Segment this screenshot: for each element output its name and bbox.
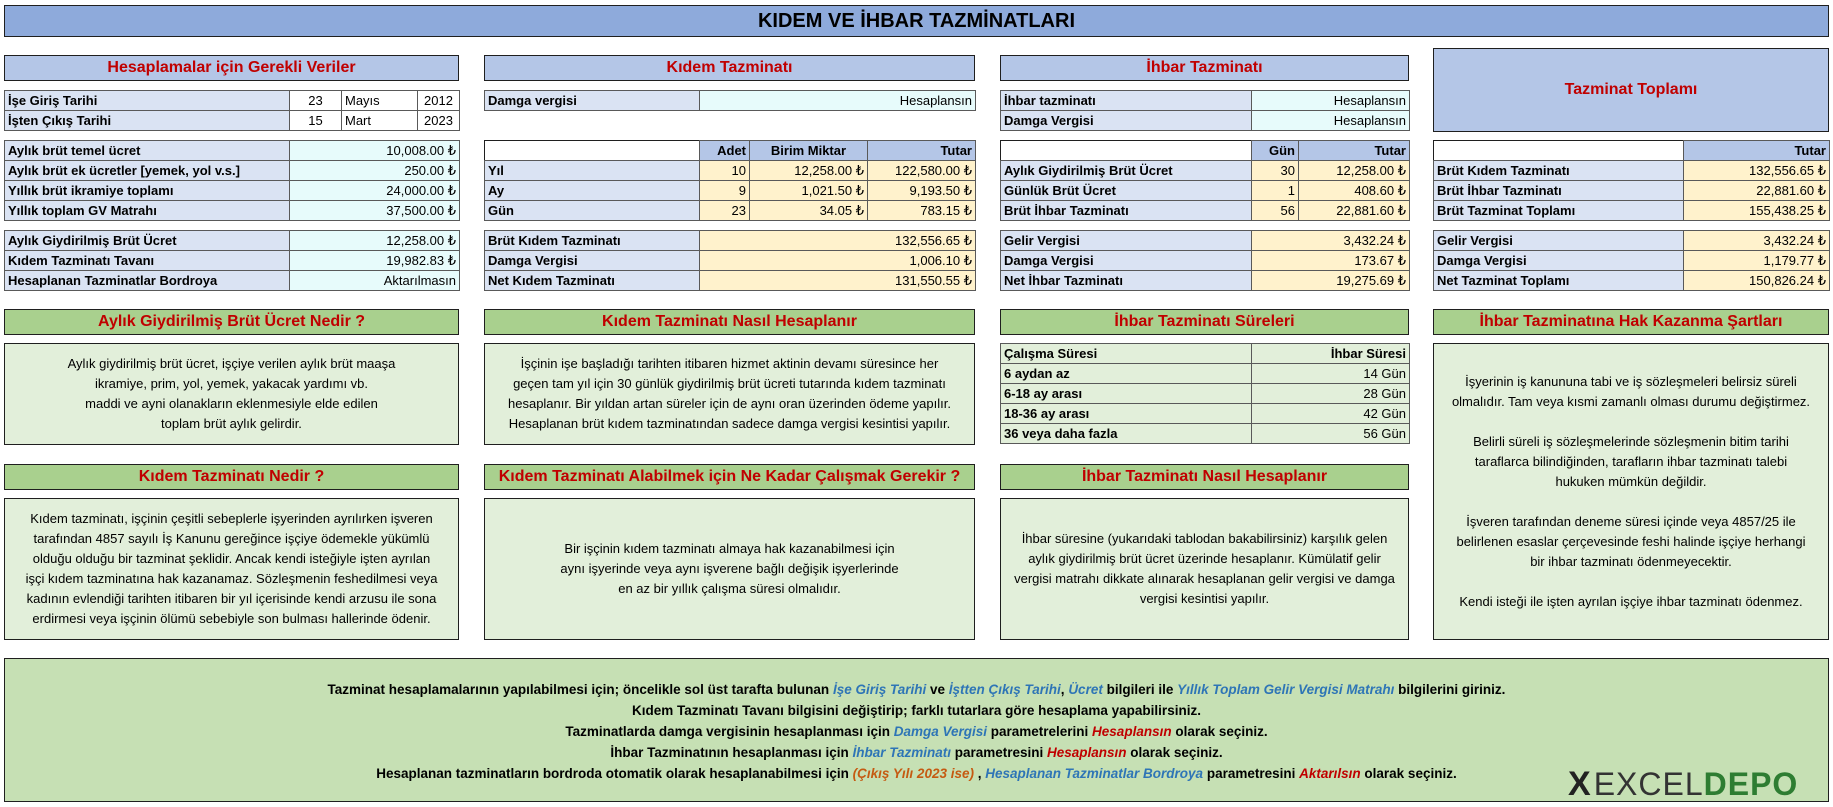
kidem-header: Kıdem Tazminatı <box>484 55 975 81</box>
giydirilmis-box <box>4 343 459 445</box>
instruction-text: parametresini <box>950 745 1048 760</box>
instruction-line-2: Kıdem Tazminatı Tavanı bilgisini değiştirip; farklı tutarlara göre hesaplama yapabilirsiniz. <box>632 703 1201 718</box>
page-title: KIDEM VE İHBAR TAZMİNATLARI <box>4 5 1829 37</box>
kidem-row-count: 10 <box>700 161 750 181</box>
extra-wage-value[interactable]: 250.00 ₺ <box>290 161 460 181</box>
periods-col-range: Çalışma Süresi <box>1001 344 1252 364</box>
ihbar-summary-table <box>1000 230 1410 291</box>
exceldepo-logo <box>1568 764 1828 803</box>
dates-table <box>4 90 460 131</box>
ihbar-header: İhbar Tazminatı <box>1000 55 1409 81</box>
instruction-text: Tazminatlarda damga vergisinin hesaplanması için <box>565 724 894 739</box>
kidem-row-total: 122,580.00 ₺ <box>868 161 976 181</box>
ihbar-periods-title: İhbar Tazminatı Süreleri <box>1000 309 1409 335</box>
instruction-ref: İştten Çıkış Tarihi <box>948 682 1061 697</box>
totals-row-value: 22,881.60 ₺ <box>1684 181 1830 201</box>
info-line: Aylık giydirilmiş brüt ücret, işçiye verilen aylık brüt maaşa <box>67 356 396 371</box>
kidem-row-unit: 12,258.00 ₺ <box>750 161 868 181</box>
totals-net-label: Net Tazminat Toplamı <box>1434 271 1684 291</box>
totals-stamp-tax-value: 1,179.77 ₺ <box>1684 251 1830 271</box>
info-line: İşçinin işe başladığı tarihten itibaren hizmet aktinin devamı süresince her <box>520 356 939 371</box>
instruction-ref: Yıllık Toplam Gelir Vergisi Matrahı <box>1177 682 1395 697</box>
instructions-footer <box>4 658 1829 802</box>
instruction-ref: İşe Giriş Tarihi <box>832 682 927 697</box>
instruction-text: Tazminat hesaplamalarının yapılabilmesi için; öncelikle sol üst tarafta bulunan <box>327 682 833 697</box>
instruction-text: bilgilerini giriniz. <box>1394 682 1506 697</box>
ceiling-label: Kıdem Tazminatı Tavanı <box>5 251 290 271</box>
totals-row-value: 132,556.65 ₺ <box>1684 161 1830 181</box>
ihbar-row-label: Günlük Brüt Ücret <box>1001 181 1252 201</box>
instruction-line-5 <box>5 763 1828 784</box>
instruction-line-4 <box>5 742 1828 763</box>
instruction-text: , <box>973 766 986 781</box>
gv-base-value[interactable]: 37,500.00 ₺ <box>290 201 460 221</box>
logo-excel: EXCEL <box>1593 765 1704 802</box>
info-line: olduğu olduğu bir tazminat şeklidir. Ancak kendi isteğiyle işten ayrılan <box>32 551 431 566</box>
gv-base-label: Yıllık toplam GV Matrahı <box>5 201 290 221</box>
instruction-line-3 <box>5 721 1828 742</box>
end-day-cell[interactable]: 15 <box>290 111 342 131</box>
info-line: işçi kıdem tazminatına hak kazanamaz. Sözleşmenin feshedilmesi veya <box>25 571 438 586</box>
kidem-stamp-tax-label: Damga Vergisi <box>485 251 700 271</box>
ihbar-net-value: 19,275.69 ₺ <box>1252 271 1410 291</box>
instruction-value: Hesaplansın <box>1092 724 1172 739</box>
logo-x-icon: X <box>1568 764 1592 803</box>
kidem-row-label: Gün <box>485 201 700 221</box>
instruction-ref: İhbar Tazminatı <box>852 745 951 760</box>
instruction-text: parametresini <box>1203 766 1300 781</box>
bonus-label: Yıllık brüt ikramiye toplamı <box>5 181 290 201</box>
info-line: İşyerinin iş kanununa tabi ve iş sözleşmeleri belirsiz süreli <box>1465 373 1797 389</box>
kidem-calc-title: Kıdem Tazminatı Nasıl Hesaplanır <box>484 309 975 335</box>
instruction-value: Aktarılsın <box>1299 766 1361 781</box>
info-line: vergisi matrahı dikkate alınarak hesaplanan gelir vergisi ve damga <box>1014 571 1395 586</box>
ihbar-net-label: Net İhbar Tazminatı <box>1001 271 1252 291</box>
start-year-cell[interactable]: 2012 <box>418 91 460 111</box>
totals-row-label: Brüt İhbar Tazminatı <box>1434 181 1684 201</box>
payroll-label: Hesaplanan Tazminatlar Bordroya <box>5 271 290 291</box>
kidem-stamp-tax-value: 1,006.10 ₺ <box>700 251 976 271</box>
ihbar-param-label: İhbar tazminatı <box>1001 91 1252 111</box>
ihbar-periods-table <box>1000 343 1410 444</box>
ihbar-row-days: 56 <box>1252 201 1299 221</box>
info-line: aynı işyerinde veya aynı işverene bağlı değişik işyerlerinde <box>560 561 899 576</box>
instruction-text: olarak seçiniz. <box>1360 766 1457 781</box>
kidem-col-unit: Birim Miktar <box>750 141 868 161</box>
ihbar-stamp-select[interactable]: Hesaplansın <box>1252 111 1410 131</box>
period-range: 18-36 ay arası <box>1001 404 1252 424</box>
gross-wage-value: 12,258.00 ₺ <box>290 231 460 251</box>
ihbar-stamp-tax-value: 173.67 ₺ <box>1252 251 1410 271</box>
ihbar-row-days: 30 <box>1252 161 1299 181</box>
ihbar-col-total: Tutar <box>1299 141 1410 161</box>
kidem-row-label: Ay <box>485 181 700 201</box>
ihbar-stamp-label: Damga Vergisi <box>1001 111 1252 131</box>
info-line: Bir işçinin kıdem tazminatı almaya hak kazanabilmesi için <box>564 541 895 556</box>
kidem-what-title: Kıdem Tazminatı Nedir ? <box>4 464 459 490</box>
ihbar-calc-title: İhbar Tazminatı Nasıl Hesaplanır <box>1000 464 1409 490</box>
ihbar-income-tax-label: Gelir Vergisi <box>1001 231 1252 251</box>
totals-row-label: Brüt Kıdem Tazminatı <box>1434 161 1684 181</box>
instruction-text: Hesaplanan tazminatların bordroda otomatik olarak hesaplanabilmesi için <box>376 766 853 781</box>
instruction-text: ve <box>926 682 949 697</box>
instruction-line-1 <box>5 679 1828 700</box>
totals-stamp-tax-label: Damga Vergisi <box>1434 251 1684 271</box>
periods-col-notice: İhbar Süresi <box>1252 344 1410 364</box>
ihbar-rights-title: İhbar Tazminatına Hak Kazanma Şartları <box>1433 309 1829 335</box>
info-line: maddi ve ayni olanakların eklenmesiyle elde edilen <box>85 396 378 411</box>
ihbar-param-select[interactable]: Hesaplansın <box>1252 91 1410 111</box>
ihbar-stamp-tax-label: Damga Vergisi <box>1001 251 1252 271</box>
ihbar-calc-box <box>1000 498 1409 640</box>
end-date-label: İşten Çıkış Tarihi <box>5 111 290 131</box>
totals-income-tax-label: Gelir Vergisi <box>1434 231 1684 251</box>
instruction-text: İhbar Tazminatının hesaplanması için <box>610 745 853 760</box>
info-line: vergisi kesintisi yapılır. <box>1139 591 1270 606</box>
giydirilmis-title: Aylık Giydirilmiş Brüt Ücret Nedir ? <box>4 309 459 335</box>
totals-header: Tazminat Toplamı <box>1433 48 1829 132</box>
period-range: 36 veya daha fazla <box>1001 424 1252 444</box>
ihbar-income-tax-value: 3,432.24 ₺ <box>1252 231 1410 251</box>
kidem-gross-value: 132,556.65 ₺ <box>700 231 976 251</box>
info-line: İşveren tarafından deneme süresi içinde veya 4857/25 ile <box>1466 513 1796 529</box>
extra-wage-label: Aylık brüt ek ücretler [yemek, yol v.s.] <box>5 161 290 181</box>
kidem-stamp-label: Damga vergisi <box>485 91 700 111</box>
period-notice: 42 Gün <box>1252 404 1410 424</box>
instruction-text: bilgileri ile <box>1102 682 1178 697</box>
kidem-stamp-select[interactable]: Hesaplansın <box>700 91 976 111</box>
info-line: en az bir yıllık çalışma süresi olmalıdır. <box>618 581 841 596</box>
ihbar-corner <box>1001 141 1252 161</box>
start-date-label: İşe Giriş Tarihi <box>5 91 290 111</box>
ihbar-row-total: 408.60 ₺ <box>1299 181 1410 201</box>
info-line: Hesaplanan brüt kıdem tazminatından sadece damga vergisi kesintisi yapılır. <box>508 416 951 431</box>
ihbar-row-total: 22,881.60 ₺ <box>1299 201 1410 221</box>
kidem-row-count: 23 <box>700 201 750 221</box>
totals-row-value: 155,438.25 ₺ <box>1684 201 1830 221</box>
ihbar-row-total: 12,258.00 ₺ <box>1299 161 1410 181</box>
ihbar-row-label: Brüt İhbar Tazminatı <box>1001 201 1252 221</box>
ihbar-rights-box <box>1433 343 1829 640</box>
instruction-ref: Hesaplanan Tazminatlar Bordroya <box>985 766 1204 781</box>
period-notice: 56 Gün <box>1252 424 1410 444</box>
kidem-param-table <box>484 90 976 111</box>
info-line: ikramiye, prim, yol, yemek, yakacak yardımı vb. <box>94 376 369 391</box>
gross-wage-label: Aylık Giydirilmiş Brüt Ücret <box>5 231 290 251</box>
end-month-cell[interactable]: Mart <box>342 111 418 131</box>
kidem-row-count: 9 <box>700 181 750 201</box>
end-year-cell[interactable]: 2023 <box>418 111 460 131</box>
totals-row-label: Brüt Tazminat Toplamı <box>1434 201 1684 221</box>
info-line: aylık giydirilmiş brüt ücret üzerinde hesaplanır. Kümülatif gelir <box>1028 551 1381 566</box>
kidem-what-box <box>4 498 459 640</box>
info-line: Kendi isteği ile işten ayrılan işçiye ihbar tazminatı ödenmez. <box>1459 593 1803 609</box>
info-line: bir ihbar tazminatı ödenmeyecektir. <box>1530 553 1732 569</box>
instruction-text: parametrelerini <box>987 724 1093 739</box>
instruction-text: , <box>1060 682 1069 697</box>
instruction-value: Hesaplansın <box>1047 745 1127 760</box>
info-line: hukuken mümkün değildir. <box>1555 473 1707 489</box>
info-line: tarafından 4857 sayılı İş Kanunu gereğince işçiye ödemekle yükümlü <box>33 531 430 546</box>
kidem-row-total: 9,193.50 ₺ <box>868 181 976 201</box>
kidem-req-box <box>484 498 975 640</box>
ihbar-row-days: 1 <box>1252 181 1299 201</box>
info-line: Belirli süreli iş sözleşmelerinde sözleşmenin bitim tarihi <box>1473 433 1789 449</box>
ihbar-calc-table <box>1000 140 1410 221</box>
totals-col-total: Tutar <box>1684 141 1830 161</box>
kidem-gross-label: Brüt Kıdem Tazminatı <box>485 231 700 251</box>
ihbar-row-label: Aylık Giydirilmiş Brüt Ücret <box>1001 161 1252 181</box>
instruction-note: (Çıkış Yılı 2023 ise) <box>852 766 974 781</box>
info-line: taraflarca bilindiğinden, tarafların ihbar tazminatı talebi <box>1474 453 1788 469</box>
instruction-text: olarak seçiniz. <box>1171 724 1268 739</box>
kidem-net-value: 131,550.55 ₺ <box>700 271 976 291</box>
kidem-row-unit: 1,021.50 ₺ <box>750 181 868 201</box>
totals-summary-table <box>1433 230 1830 291</box>
instruction-text: olarak seçiniz. <box>1126 745 1223 760</box>
kidem-calc-table <box>484 140 976 221</box>
wage-value[interactable]: 10,008.00 ₺ <box>290 141 460 161</box>
totals-income-tax-value: 3,432.24 ₺ <box>1684 231 1830 251</box>
period-notice: 28 Gün <box>1252 384 1410 404</box>
info-line: olmalıdır. Tam veya kısmi zamanlı olması durumu değiştirmez. <box>1451 393 1811 409</box>
period-notice: 14 Gün <box>1252 364 1410 384</box>
kidem-row-unit: 34.05 ₺ <box>750 201 868 221</box>
kidem-req-title: Kıdem Tazminatı Alabilmek için Ne Kadar Çalışmak Gerekir ? <box>484 464 975 490</box>
kidem-row-total: 783.15 ₺ <box>868 201 976 221</box>
kidem-corner <box>485 141 700 161</box>
info-line: toplam brüt aylık gelirdir. <box>161 416 302 431</box>
kidem-net-label: Net Kıdem Tazminatı <box>485 271 700 291</box>
info-line: belirlenen esaslar çerçevesinde feshi halinde işçiye herhangi <box>1456 533 1806 549</box>
bonus-value[interactable]: 24,000.00 ₺ <box>290 181 460 201</box>
kidem-col-count: Adet <box>700 141 750 161</box>
wage-label: Aylık brüt temel ücret <box>5 141 290 161</box>
kidem-row-label: Yıl <box>485 161 700 181</box>
ihbar-col-days: Gün <box>1252 141 1299 161</box>
totals-corner <box>1434 141 1684 161</box>
ceiling-value[interactable]: 19,982.83 ₺ <box>290 251 460 271</box>
derived-table <box>4 230 460 291</box>
info-line: erdirmesi veya işçinin ölümü sebebiyle son bulması hallerinde ödenir. <box>32 611 431 626</box>
start-day-cell[interactable]: 23 <box>290 91 342 111</box>
period-range: 6 aydan az <box>1001 364 1252 384</box>
info-line: İhbar süresine (yukarıdaki tablodan bakabilirsiniz) karşılık gelen <box>1021 531 1388 546</box>
payroll-select[interactable]: Aktarılmasın <box>290 271 460 291</box>
info-line: geçen tam yıl için 30 günlük giydirilmiş brüt ücreti tutarında kıdem tazminatı <box>513 376 946 391</box>
wage-table <box>4 140 460 221</box>
period-range: 6-18 ay arası <box>1001 384 1252 404</box>
ihbar-param-table <box>1000 90 1410 131</box>
totals-net-value: 150,826.24 ₺ <box>1684 271 1830 291</box>
kidem-summary-table <box>484 230 976 291</box>
info-line: Kıdem tazminatı, işçinin çeşitli sebeplerle işyerinden ayrılırken işveren <box>30 511 433 526</box>
kidem-col-total: Tutar <box>868 141 976 161</box>
logo-depo: DEPO <box>1703 765 1799 802</box>
totals-table <box>1433 140 1830 221</box>
instruction-ref: Ücret <box>1068 682 1103 697</box>
kidem-calc-box <box>484 343 975 445</box>
info-line: hesaplanır. Bir yıldan artan süreler için de aynı oran üzerinden ödeme yapılır. <box>508 396 951 411</box>
inputs-header: Hesaplamalar için Gerekli Veriler <box>4 55 459 81</box>
instruction-ref: Damga Vergisi <box>893 724 987 739</box>
info-line: kadının evlendiği tarihten itibaren bir yıl içerisinde kendi arzusu ile sona <box>26 591 437 606</box>
start-month-cell[interactable]: Mayıs <box>342 91 418 111</box>
